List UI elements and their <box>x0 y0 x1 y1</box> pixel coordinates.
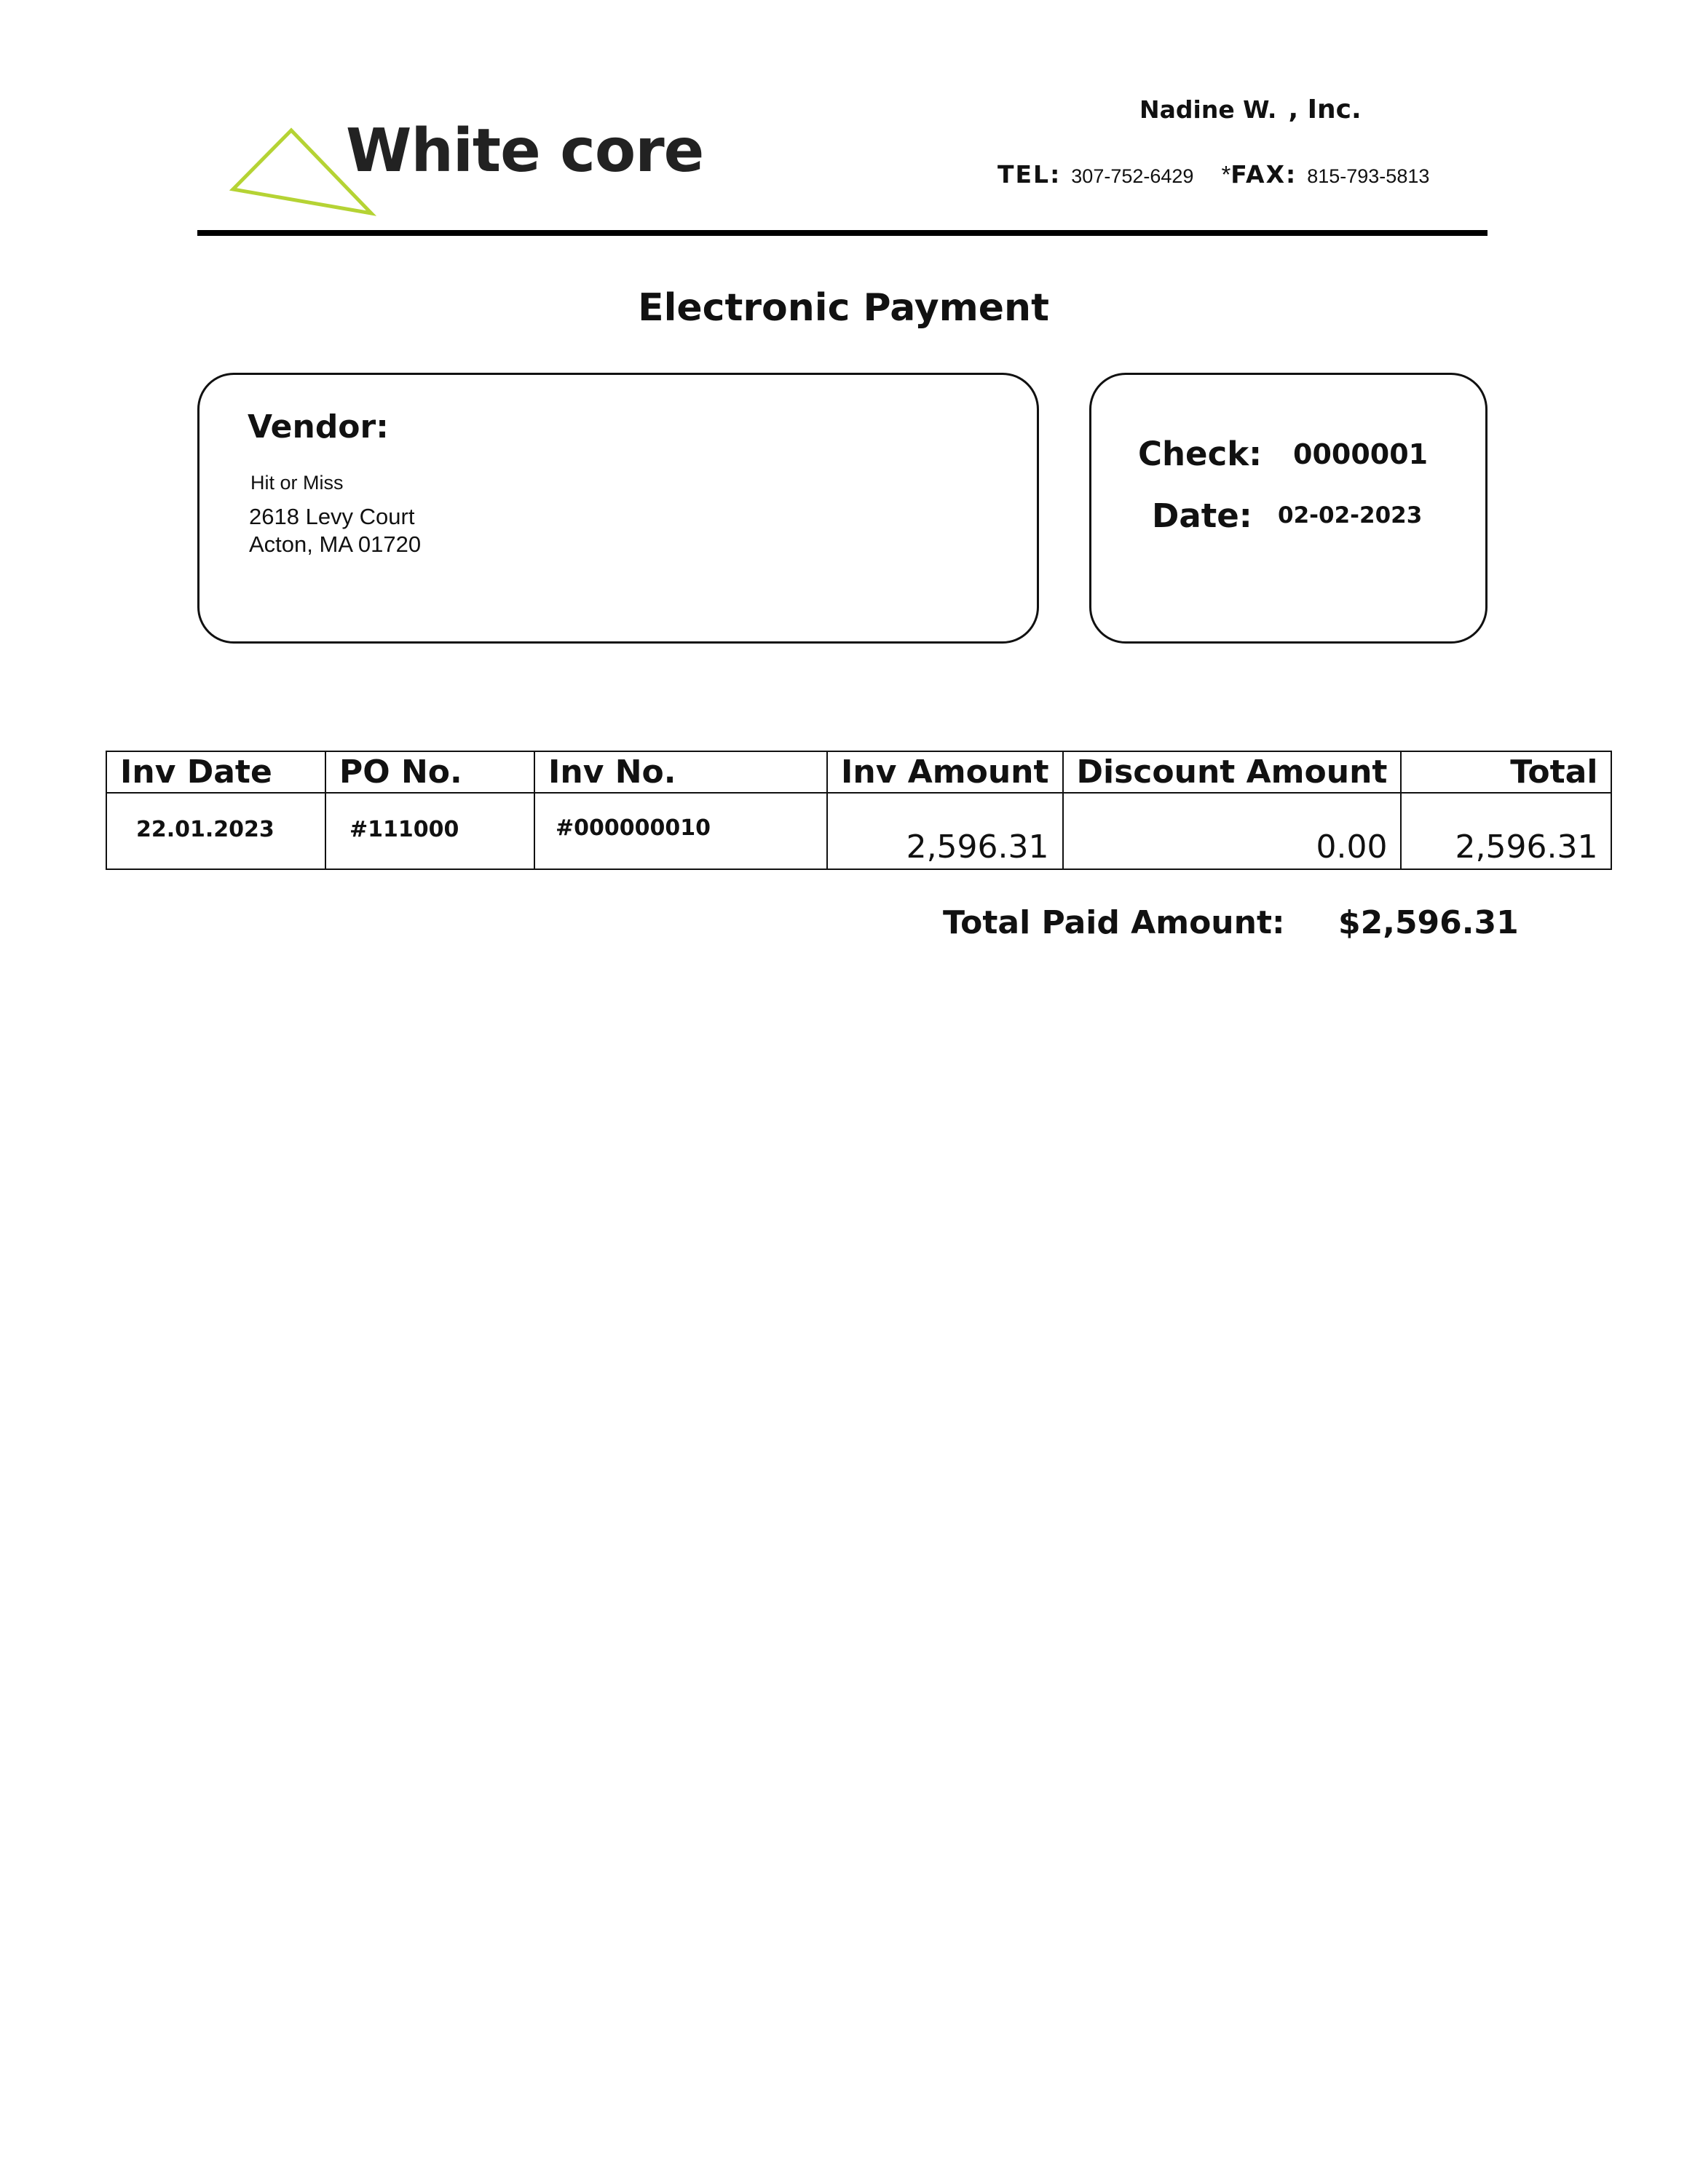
header-inv-amount: Inv Amount <box>827 751 1063 793</box>
company-logo-text: White core <box>346 116 704 186</box>
po-no-value: #111000 <box>349 817 459 842</box>
check-number: 0000001 <box>1293 438 1429 470</box>
inv-amount-value: 2,596.31 <box>906 828 1049 866</box>
cell-po-no <box>325 793 534 869</box>
discount-amount-value: 0.00 <box>1316 828 1388 866</box>
document-title: Electronic Payment <box>638 286 1049 330</box>
company-suffix: , Inc. <box>1288 95 1362 124</box>
date-value: 02-02-2023 <box>1278 502 1423 529</box>
fax-value: 815-793-5813 <box>1307 165 1430 187</box>
cell-inv-amount <box>827 793 1063 869</box>
table-row <box>106 793 1611 869</box>
cell-inv-date <box>106 793 325 869</box>
tel-value: 307-752-6429 <box>1071 165 1194 187</box>
vendor-label: Vendor: <box>248 408 389 446</box>
fax-label: FAX: <box>1230 160 1297 189</box>
vendor-name: Hit or Miss <box>250 472 344 494</box>
company-name <box>1139 95 1362 124</box>
header-total: Total <box>1401 751 1611 793</box>
cell-discount-amount <box>1063 793 1402 869</box>
inv-date-value: 22.01.2023 <box>136 817 274 842</box>
check-label: Check: <box>1138 435 1263 473</box>
cell-inv-no <box>534 793 827 869</box>
contact-info <box>997 160 1429 189</box>
vendor-address-line1: 2618 Levy Court <box>249 504 415 529</box>
header-po-no: PO No. <box>325 751 534 793</box>
company-name-text: Nadine W. <box>1139 95 1277 124</box>
tel-label: TEL: <box>997 160 1062 189</box>
vendor-address-line2: Acton, MA 01720 <box>249 531 422 557</box>
date-label: Date: <box>1152 496 1252 535</box>
cell-total <box>1401 793 1611 869</box>
fax-star: * <box>1221 161 1231 188</box>
header-inv-date: Inv Date <box>106 751 325 793</box>
inv-no-value: #000000010 <box>556 815 711 841</box>
total-value: 2,596.31 <box>1455 828 1598 866</box>
invoice-table <box>106 751 1612 870</box>
header-inv-no: Inv No. <box>534 751 827 793</box>
table-header-row <box>106 751 1611 793</box>
header-divider <box>197 230 1488 236</box>
header-discount-amount: Discount Amount <box>1063 751 1402 793</box>
total-paid-label: Total Paid Amount: <box>943 904 1285 941</box>
total-paid-value: $2,596.31 <box>1338 904 1519 941</box>
